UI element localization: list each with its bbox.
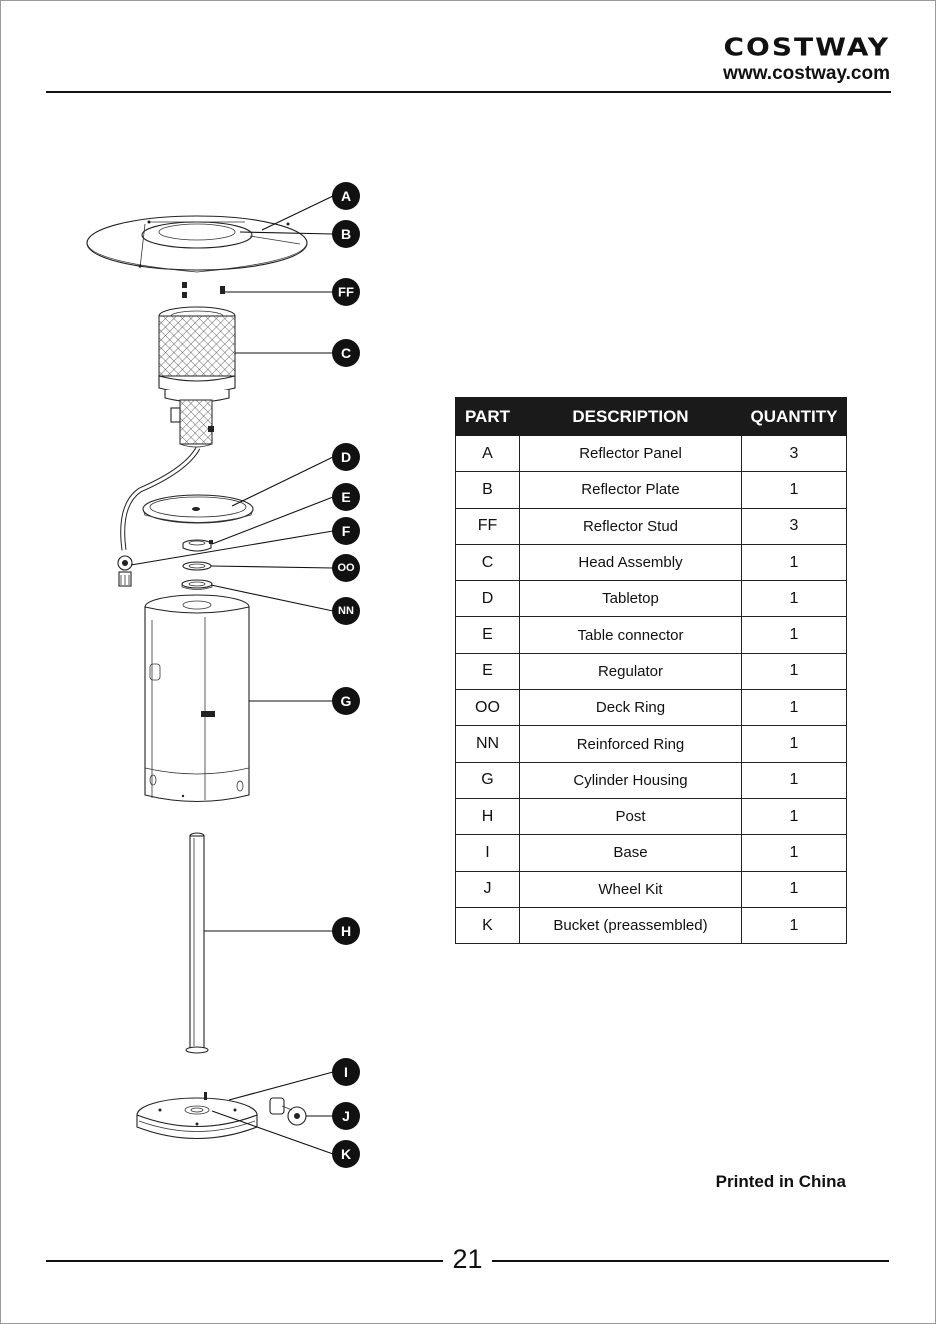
cell-description: Table connector xyxy=(520,617,742,653)
table-row xyxy=(456,544,847,580)
callout-b xyxy=(332,220,360,248)
tabletop-drawing xyxy=(143,495,253,523)
cell-quantity: 1 xyxy=(742,653,847,689)
table-row xyxy=(456,798,847,834)
brand-logo: COSTWAY xyxy=(723,32,890,62)
cell-description: Cylinder Housing xyxy=(520,762,742,798)
parts-table-header xyxy=(456,398,847,436)
callout-e xyxy=(332,483,360,511)
table-row xyxy=(456,436,847,472)
cell-quantity: 1 xyxy=(742,544,847,580)
svg-text:D: D xyxy=(340,449,352,465)
cell-quantity: 1 xyxy=(742,907,847,943)
cell-quantity: 1 xyxy=(742,472,847,508)
cell-part: E xyxy=(456,653,520,689)
cell-description: Tabletop xyxy=(520,581,742,617)
cell-quantity: 1 xyxy=(742,871,847,907)
table-row xyxy=(456,508,847,544)
cell-part: FF xyxy=(456,508,520,544)
cell-description: Bucket (preassembled) xyxy=(520,907,742,943)
svg-text:F: F xyxy=(341,523,351,539)
page-number: 21 xyxy=(452,1244,483,1274)
svg-text:G: G xyxy=(340,693,352,709)
cell-quantity: 1 xyxy=(742,581,847,617)
table-row xyxy=(456,472,847,508)
callout-oo xyxy=(332,554,360,582)
cell-part: D xyxy=(456,581,520,617)
deck-ring-drawing xyxy=(183,562,211,570)
reflector-studs-drawing xyxy=(182,282,225,298)
table-row xyxy=(456,835,847,871)
callout-j xyxy=(332,1102,360,1130)
cell-part: G xyxy=(456,762,520,798)
wheel-kit-drawing xyxy=(270,1098,306,1125)
parts-table xyxy=(455,397,847,944)
svg-text:I: I xyxy=(344,1064,348,1080)
cell-description: Head Assembly xyxy=(520,544,742,580)
reinforced-ring-drawing xyxy=(182,580,212,590)
svg-text:FF: FF xyxy=(338,284,354,300)
head-assembly-drawing xyxy=(159,307,235,447)
cylinder-housing-drawing xyxy=(145,595,249,802)
cell-description: Reflector Plate xyxy=(520,472,742,508)
cell-description: Reflector Stud xyxy=(520,508,742,544)
svg-text:J: J xyxy=(342,1108,350,1124)
cell-quantity: 1 xyxy=(742,617,847,653)
cell-part: I xyxy=(456,835,520,871)
header-description: DESCRIPTION xyxy=(520,398,742,436)
cell-description: Wheel Kit xyxy=(520,871,742,907)
brand-website: www.costway.com xyxy=(723,63,890,84)
cell-quantity: 3 xyxy=(742,436,847,472)
svg-text:E: E xyxy=(341,489,351,505)
table-row xyxy=(456,726,847,762)
table-row xyxy=(456,617,847,653)
header-part: PART xyxy=(456,398,520,436)
callout-nn xyxy=(332,597,360,625)
cell-part: H xyxy=(456,798,520,834)
cell-part: C xyxy=(456,544,520,580)
table-row xyxy=(456,581,847,617)
svg-text:B: B xyxy=(340,226,352,242)
cell-description: Post xyxy=(520,798,742,834)
cell-description: Reinforced Ring xyxy=(520,726,742,762)
cell-part: E xyxy=(456,617,520,653)
callout-h xyxy=(332,917,360,945)
svg-text:K: K xyxy=(340,1146,352,1162)
printed-in: Printed in China xyxy=(715,1172,846,1191)
cell-quantity: 3 xyxy=(742,508,847,544)
header-quantity: QUANTITY xyxy=(742,398,847,436)
callout-c xyxy=(332,339,360,367)
cell-quantity: 1 xyxy=(742,835,847,871)
cell-part: K xyxy=(456,907,520,943)
callout-f xyxy=(332,517,360,545)
cell-part: J xyxy=(456,871,520,907)
parts-table-body xyxy=(456,436,847,944)
callout-d xyxy=(332,443,360,471)
cell-quantity: 1 xyxy=(742,798,847,834)
footer-rule-left xyxy=(46,1260,443,1262)
table-row xyxy=(456,690,847,726)
table-row xyxy=(456,907,847,943)
base-drawing xyxy=(137,1092,257,1139)
footer-rule-right xyxy=(492,1260,889,1262)
cell-quantity: 1 xyxy=(742,726,847,762)
callout-ff xyxy=(332,278,360,306)
post-drawing xyxy=(186,833,208,1053)
cell-description: Base xyxy=(520,835,742,871)
callout-g xyxy=(332,687,360,715)
table-row xyxy=(456,653,847,689)
svg-text:A: A xyxy=(340,188,352,204)
callout-k xyxy=(332,1140,360,1168)
cell-part: NN xyxy=(456,726,520,762)
cell-part: B xyxy=(456,472,520,508)
cell-quantity: 1 xyxy=(742,690,847,726)
svg-text:NN: NN xyxy=(338,605,354,617)
table-row xyxy=(456,762,847,798)
table-connector-drawing xyxy=(183,540,213,551)
table-row xyxy=(456,871,847,907)
callout-i xyxy=(332,1058,360,1086)
callout-a xyxy=(332,182,360,210)
svg-text:H: H xyxy=(340,923,352,939)
cell-description: Regulator xyxy=(520,653,742,689)
cell-description: Deck Ring xyxy=(520,690,742,726)
cell-quantity: 1 xyxy=(742,762,847,798)
svg-text:OO: OO xyxy=(337,562,355,574)
cell-description: Reflector Panel xyxy=(520,436,742,472)
svg-text:C: C xyxy=(340,345,352,361)
cell-part: A xyxy=(456,436,520,472)
cell-part: OO xyxy=(456,690,520,726)
